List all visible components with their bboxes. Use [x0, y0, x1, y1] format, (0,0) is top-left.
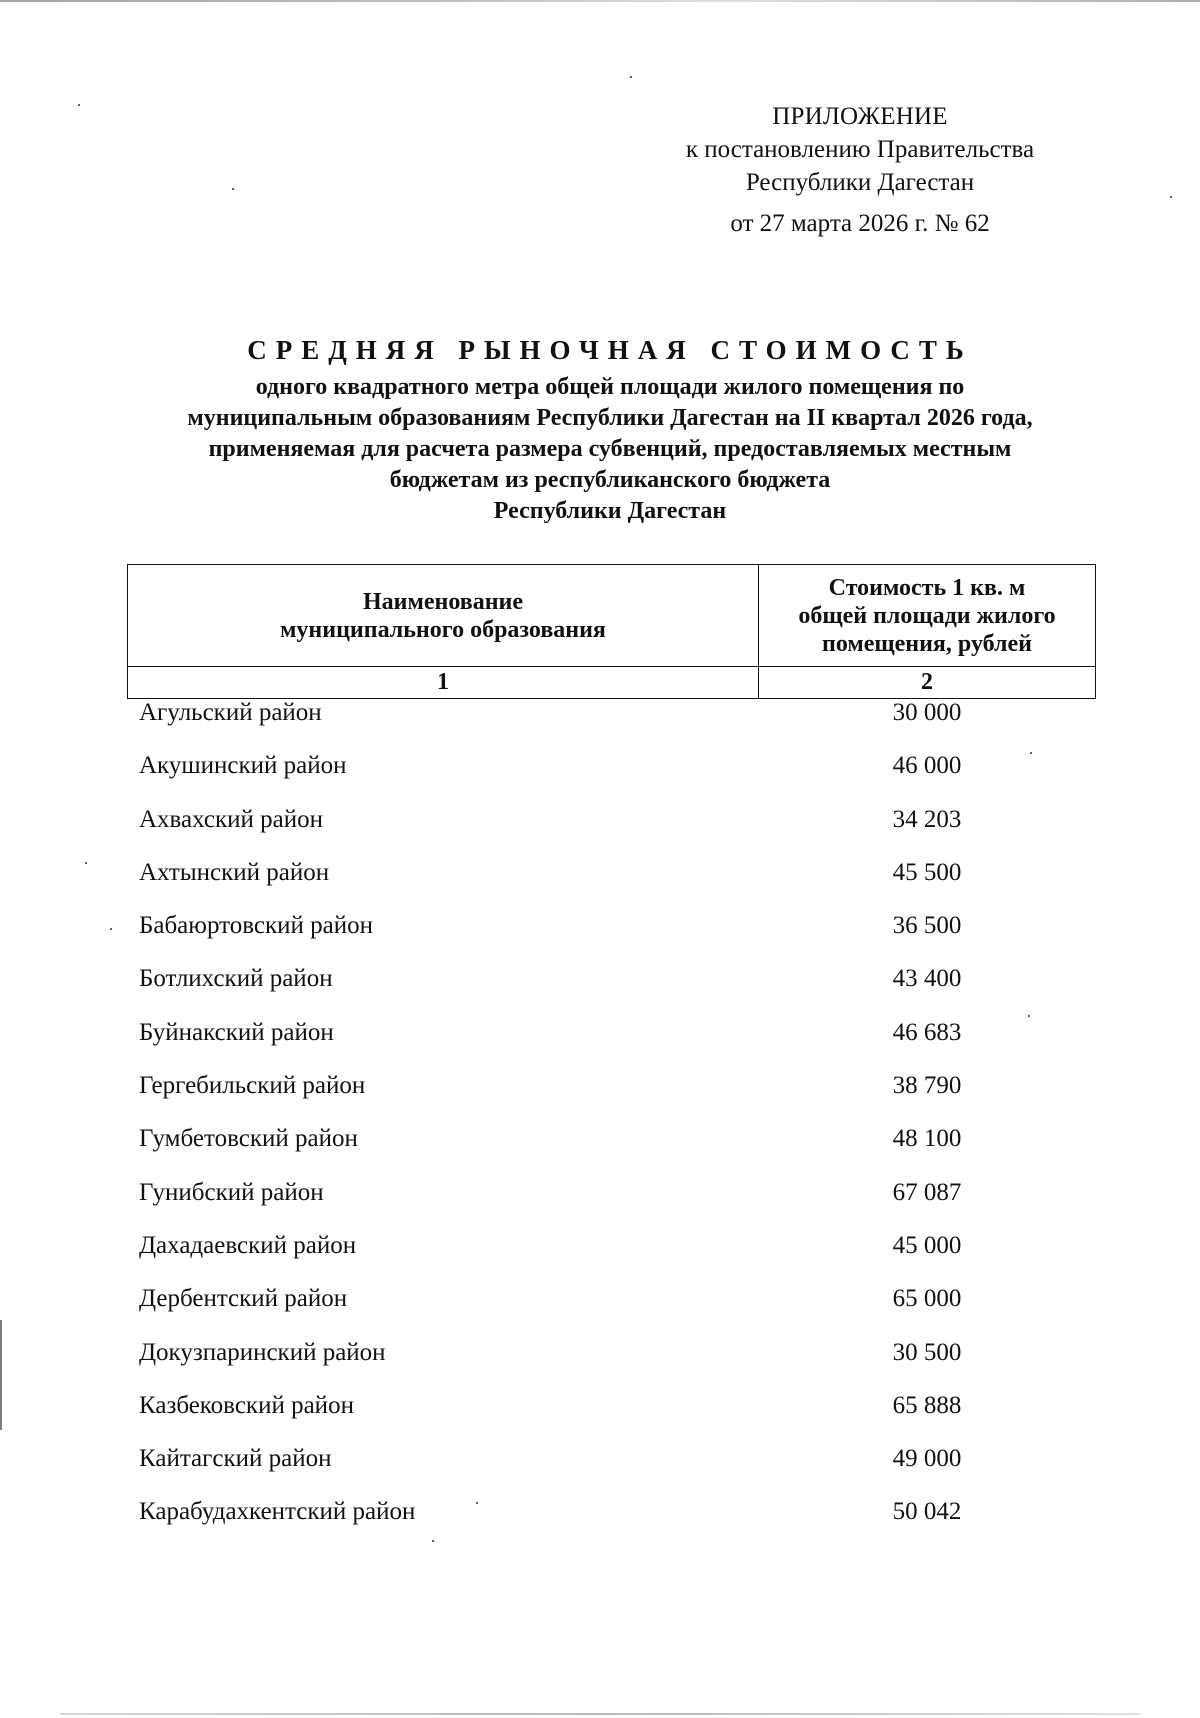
cost-value: 46 683 [892, 1018, 962, 1046]
cost-value: 38 790 [892, 1072, 962, 1100]
cost-value: 30 500 [892, 1338, 962, 1366]
cost-value: 36 500 [892, 912, 962, 940]
municipality-name: Гумбетовский район [139, 1125, 358, 1153]
table-row [127, 1339, 1096, 1392]
municipality-name: Дербентский район [139, 1285, 348, 1313]
municipality-name: Ахтынский район [139, 858, 330, 886]
appendix-date: от 27 марта 2026 г. № 62 [730, 210, 990, 237]
header-row [128, 565, 1095, 667]
scan-speck [85, 862, 87, 864]
table-row [127, 1392, 1096, 1445]
table-header [127, 564, 1096, 699]
table-row [127, 1125, 1096, 1178]
cost-value: 67 087 [892, 1178, 962, 1206]
appendix-issuer: Республики Дагестан [745, 169, 975, 196]
header-text: общей площади жилого [798, 602, 1056, 629]
table-row [127, 806, 1096, 859]
scan-speck [630, 76, 632, 78]
cost-value: 45 000 [892, 1231, 962, 1259]
municipality-name: Гунибский район [139, 1178, 324, 1206]
scan-speck [110, 928, 112, 930]
table-row [127, 752, 1096, 805]
cost-value: 34 203 [892, 805, 962, 833]
municipality-name: Буйнакский район [139, 1018, 334, 1046]
municipality-name: Докузпаринский район [139, 1338, 386, 1366]
table-row [127, 1445, 1096, 1498]
cost-value: 46 000 [892, 752, 962, 780]
header-text: муниципального образования [280, 616, 606, 643]
table-body [127, 699, 1096, 1552]
document-title [90, 332, 1130, 527]
cost-value: 49 000 [892, 1445, 962, 1473]
table-row [127, 912, 1096, 965]
municipality-name: Дахадаевский район [139, 1231, 357, 1259]
municipality-name: Карабудахкентский район [139, 1498, 416, 1526]
header-text: Наименование [363, 588, 523, 615]
appendix-label: ПРИЛОЖЕНИЕ [772, 103, 948, 130]
municipality-name: Бабаюртовский район [139, 912, 373, 940]
cost-value: 48 100 [892, 1125, 962, 1153]
title-line: муниципальным образованиям Республики Дагестан на II квартал 2026 года, [187, 405, 1033, 431]
table-row [127, 699, 1096, 752]
table-row [127, 1232, 1096, 1285]
title-line: бюджетам из республиканского бюджета [389, 467, 831, 493]
table-row [127, 1285, 1096, 1338]
municipality-name: Акушинский район [139, 752, 347, 780]
cost-value: 50 042 [892, 1498, 962, 1526]
table-row [127, 1498, 1096, 1551]
title-line: Республики Дагестан [493, 498, 727, 524]
column-number-2: 2 [921, 669, 933, 695]
column-number-row [128, 667, 1095, 698]
appendix-header [600, 100, 1120, 240]
table-row [127, 965, 1096, 1018]
cost-value: 43 400 [892, 965, 962, 993]
cost-value: 30 000 [892, 699, 962, 726]
cost-value: 65 000 [892, 1285, 962, 1313]
header-municipality [128, 565, 759, 666]
scan-edge-bottom [60, 1713, 1140, 1715]
title-line: применяемая для расчета размера субвенций, предоставляемых местным [208, 436, 1012, 462]
cost-value: 45 500 [892, 858, 962, 886]
scan-edge-top [0, 0, 1200, 2]
scan-speck [78, 104, 80, 106]
municipality-name: Ботлихский район [139, 965, 333, 993]
header-text: Стоимость 1 кв. м [828, 574, 1026, 601]
municipality-name: Кайтагский район [139, 1445, 332, 1473]
cost-value: 65 888 [892, 1391, 962, 1419]
title-line: одного квадратного метра общей площади жилого помещения по [255, 374, 965, 400]
municipality-name: Казбековский район [139, 1391, 354, 1419]
scan-edge-left [0, 1320, 2, 1430]
title-main: СРЕДНЯЯ РЫНОЧНАЯ СТОИМОСТЬ [247, 335, 973, 365]
table-row [127, 1019, 1096, 1072]
municipality-name: Агульский район [139, 699, 322, 726]
column-number-1: 1 [128, 667, 759, 698]
header-text: помещения, рублей [821, 630, 1032, 657]
scan-speck [232, 188, 234, 190]
appendix-reference: к постановлению Правительства [685, 136, 1035, 163]
table-row [127, 1179, 1096, 1232]
table-row [127, 859, 1096, 912]
municipality-name: Ахвахский район [139, 805, 324, 833]
table-row [127, 1072, 1096, 1125]
municipality-name: Гергебильский район [139, 1072, 366, 1100]
header-cost [759, 565, 1095, 666]
scan-speck [1170, 196, 1172, 198]
